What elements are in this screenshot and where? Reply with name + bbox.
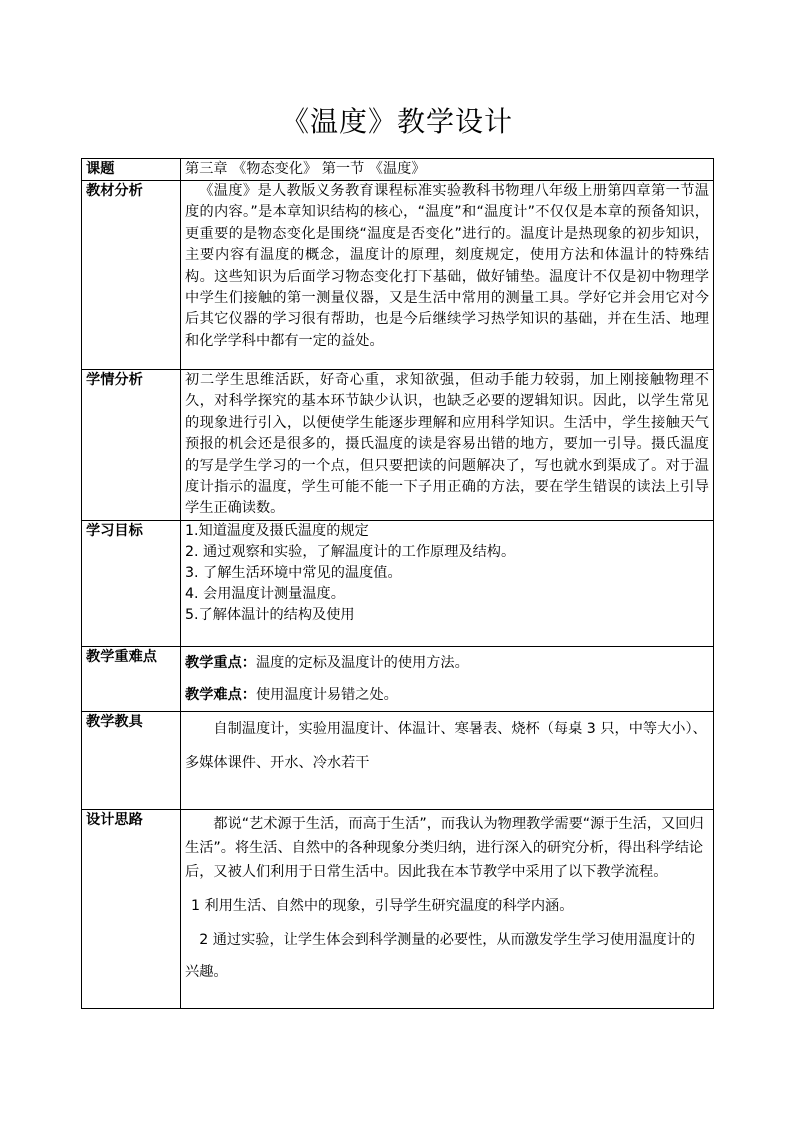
goal-item: 3. 了解生活环境中常见的温度值。 [185, 564, 402, 581]
row-teaching-tools [82, 711, 714, 809]
row-key-difficult [82, 646, 714, 711]
design-idea-paragraph: 都说“艺术源于生活，而高于生活”，而我认为物理教学需要“源于生活，又回归生活”。将生活、自然中的各种现象分类归纳，进行深入的研究分析，得出科学结论后，又被人们利用于日常生活中。因此我在本节教学中采用了以下教学流程。 [185, 815, 704, 880]
row-student-analysis [82, 370, 714, 521]
row-topic [82, 159, 714, 181]
label-key-difficult: 教学重难点 [82, 646, 181, 711]
difficult-point-text: 使用温度计易错之处。 [255, 686, 398, 703]
material-analysis-text: 《温度》是人教版义务教育课程标准实验教科书物理八年级上册第四章第一节温度的内容。”是本章知识结构的核心，“温度”和“温度计”不仅仅是本章的预备知识，更重要的是物态变化是围绕“温度是否变化”进行的。温度计是热现象的初步知识，主要内容有温度的概念，温度计的原理，刻度规定，使用方法和体温计的特殊结构。这些知识为后面学习物态变化打下基础，做好铺垫。温度计不仅是初中物理学中学生们接触的第一测量仪器，又是生活中常用的测量工具。学好它并会用它对今后其它仪器的学习很有帮助，也是今后继续学习热学知识的基础，并在生活、地理和化学学科中都有一定的益处。 [185, 183, 709, 349]
label-student-analysis: 学情分析 [82, 370, 181, 521]
label-teaching-tools: 教学教具 [82, 711, 181, 809]
document-title: 《温度》教学设计 [280, 105, 513, 138]
row-design-idea [82, 809, 714, 1008]
topic-value: 第三章 《物态变化》 第一节 《温度》 [181, 159, 714, 181]
design-step-1: 1 利用生活、自然中的现象，引导学生研究温度的科学内涵。 [191, 897, 574, 914]
difficult-point-label: 教学难点： [185, 686, 256, 703]
row-learning-goals [82, 520, 714, 646]
key-point-label: 教学重点： [185, 654, 256, 671]
teaching-tools-text: 自制温度计，实验用温度计、体温计、寒暑表、烧杯（每桌 3 只，中等大小）、多媒体课件、开水、冷水若干 [185, 720, 707, 771]
lesson-plan-table [81, 158, 714, 1009]
label-design-idea: 设计思路 [82, 809, 181, 1008]
goal-item: 4. 会用温度计测量温度。 [185, 585, 345, 602]
difficult-point [185, 679, 709, 711]
goal-item: 1.知道温度及摄氏温度的规定 [185, 522, 369, 539]
row-material-analysis [82, 181, 714, 370]
key-point-text: 温度的定标及温度计的使用方法。 [255, 654, 469, 671]
design-step-2: 2 通过实验，让学生体会到科学测量的必要性，从而激发学生学习使用温度计的兴趣。 [185, 931, 696, 980]
goal-item: 2. 通过观察和实验，了解温度计的工作原理及结构。 [185, 543, 516, 560]
key-point [185, 647, 709, 679]
label-topic: 课题 [82, 159, 181, 181]
label-learning-goals: 学习目标 [82, 520, 181, 646]
label-material-analysis: 教材分析 [82, 181, 181, 370]
goal-item: 5.了解体温计的结构及使用 [185, 606, 355, 623]
student-analysis-text: 初二学生思维活跃，好奇心重，求知欲强，但动手能力较弱，加上刚接触物理不久，对科学探究的基本环节缺少认识，也缺乏必要的逻辑知识。因此，以学生常见的现象进行引入，以便使学生能逐步理解和应用科学知识。生活中，学生接触天气预报的机会还是很多的，摄氏温度的读是容易出错的地方，要加一引导。摄氏温度的写是学生学习的一个点，但只要把读的问题解决了，写也就水到渠成了。对于温度计指示的温度，学生可能不能一下子用正确的方法，要在学生错误的读法上引导学生正确读数。 [185, 372, 709, 517]
